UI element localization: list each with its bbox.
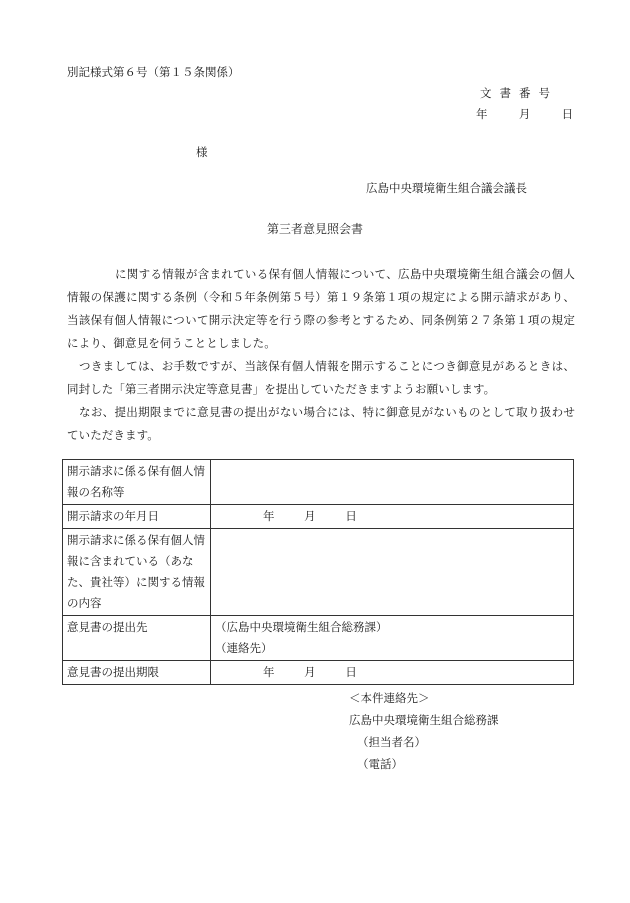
table-row: [63, 661, 574, 685]
contact-department: 広島中央環境衛生組合総務課: [349, 713, 499, 727]
date-day: 日: [345, 665, 357, 679]
table-value: [211, 529, 574, 616]
submission-destination: [211, 616, 574, 661]
table-label: 開示請求に係る保有個人情報に含まれている（あなた、貴社等）に関する情報の内容: [63, 529, 211, 616]
body-paragraph-1: に関する情報が含まれている保有個人情報について、広島中央環境衛生組合議会の個人情報の保護に関する条例（令和５年条例第５号）第１９条第１項の規定による開示請求があり、当該保有個人情報について開示決定等を行う際の参考とするため、同条例第２７条第１項の規定により、御意見を伺うこととしました。: [67, 267, 575, 350]
date-year: 年: [263, 509, 275, 523]
table-row: [63, 460, 574, 505]
inquiry-table: [62, 459, 574, 685]
date-month: 月: [304, 665, 316, 679]
request-date: [211, 505, 574, 529]
document-date: [476, 107, 574, 121]
body-paragraph-3: なお、提出期限までに意見書の提出がない場合には、特に御意見がないものとして取り扱わせていただきます。: [67, 405, 575, 442]
contact-phone: （電話）: [357, 757, 403, 771]
table-label: 開示請求の年月日: [63, 505, 211, 529]
date-year: 年: [476, 107, 488, 121]
table-value: [211, 460, 574, 505]
table-row: [63, 616, 574, 661]
destination-line-1: （広島中央環境衛生組合総務課）: [215, 620, 388, 634]
contact-heading: ＜本件連絡先＞: [349, 691, 430, 705]
date-day: 日: [345, 509, 357, 523]
table-label: 開示請求に係る保有個人情報の名称等: [63, 460, 211, 505]
document-body: [67, 263, 575, 447]
form-id: 別記様式第６号（第１５条関係）: [67, 65, 240, 79]
destination-line-2: （連絡先）: [215, 641, 273, 655]
sender: 広島中央環境衛生組合議会議長: [366, 181, 527, 195]
table-row: [63, 505, 574, 529]
date-month: 月: [518, 107, 531, 121]
body-paragraph-2: つきましては、お手数ですが、当該保有個人情報を開示することにつき御意見があるときは、同封した「第三者開示決定等意見書」を提出していただきますようお願いします。: [67, 359, 575, 396]
date-month: 月: [304, 509, 316, 523]
table-label: 意見書の提出先: [63, 616, 211, 661]
document-title: 第三者意見照会書: [266, 222, 363, 236]
date-year: 年: [263, 665, 275, 679]
document-number: 文書番号: [480, 86, 558, 100]
contact-person: （担当者名）: [357, 735, 426, 749]
table-label: 意見書の提出期限: [63, 661, 211, 685]
deadline-date: [211, 661, 574, 685]
addressee: 様: [196, 145, 208, 159]
table-row: [63, 529, 574, 616]
date-day: 日: [561, 107, 574, 121]
